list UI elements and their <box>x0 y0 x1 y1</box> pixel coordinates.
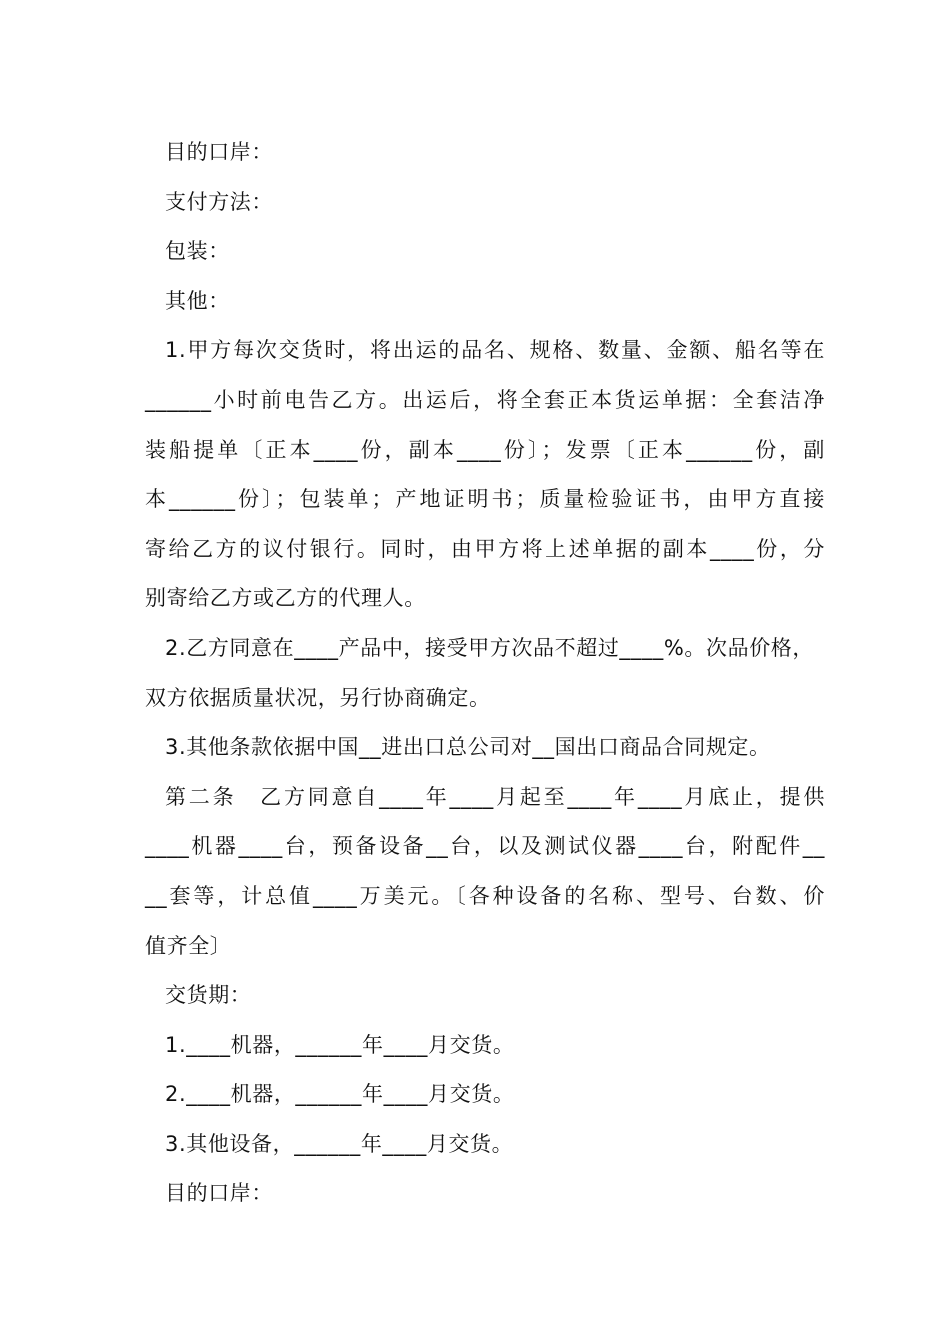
clause-2-line-1: 2.乙方同意在____产品中，接受甲方次品不超过____%。次品价格， <box>165 635 814 660</box>
label-delivery-period: 交货期： <box>165 983 252 1008</box>
article-2-line-3: __套等，计总值____万美元。〔各种设备的名称、型号、台数、价 <box>145 883 825 908</box>
delivery-item-1: 1.____机器，______年____月交货。 <box>165 1032 515 1057</box>
clause-2-line-2: 双方依据质量状况，另行协商确定。 <box>145 685 491 710</box>
delivery-item-3: 3.其他设备，______年____月交货。 <box>165 1131 514 1156</box>
delivery-item-2: 2.____机器，______年____月交货。 <box>165 1082 515 1107</box>
clause-1-line-6: 别寄给乙方或乙方的代理人。 <box>145 586 426 611</box>
clause-1-line-3: 装船提单〔正本____份，副本____份〕；发票〔正本______份，副 <box>145 437 825 462</box>
article-2-line-2: ____机器____台，预备设备__台，以及测试仪器____台，附配件__ <box>145 834 825 859</box>
label-other: 其他： <box>165 288 230 313</box>
clause-1-line-1: 1.甲方每次交货时，将出运的品名、规格、数量、金额、船名等在 <box>165 338 825 363</box>
label-payment-method: 支付方法： <box>165 189 273 214</box>
clause-3-line-1: 3.其他条款依据中国__进出口总公司对__国出口商品合同规定。 <box>165 735 771 760</box>
clause-1-line-4: 本______份〕；包装单；产地证明书；质量检验证书，由甲方直接 <box>145 487 825 512</box>
document-body <box>145 128 825 1219</box>
clause-1-line-5: 寄给乙方的议付银行。同时，由甲方将上述单据的副本____份，分 <box>145 536 825 561</box>
article-2-line-4: 值齐全〕 <box>145 933 232 958</box>
clause-1-line-2: ______小时前电告乙方。出运后，将全套正本货运单据：全套洁净 <box>145 387 825 412</box>
label-destination-port: 目的口岸： <box>165 140 273 164</box>
article-2-line-1: 第二条 乙方同意自____年____月起至____年____月底止，提供 <box>165 784 825 809</box>
label-destination-port-2: 目的口岸： <box>165 1181 273 1206</box>
label-packaging: 包装： <box>165 239 230 264</box>
